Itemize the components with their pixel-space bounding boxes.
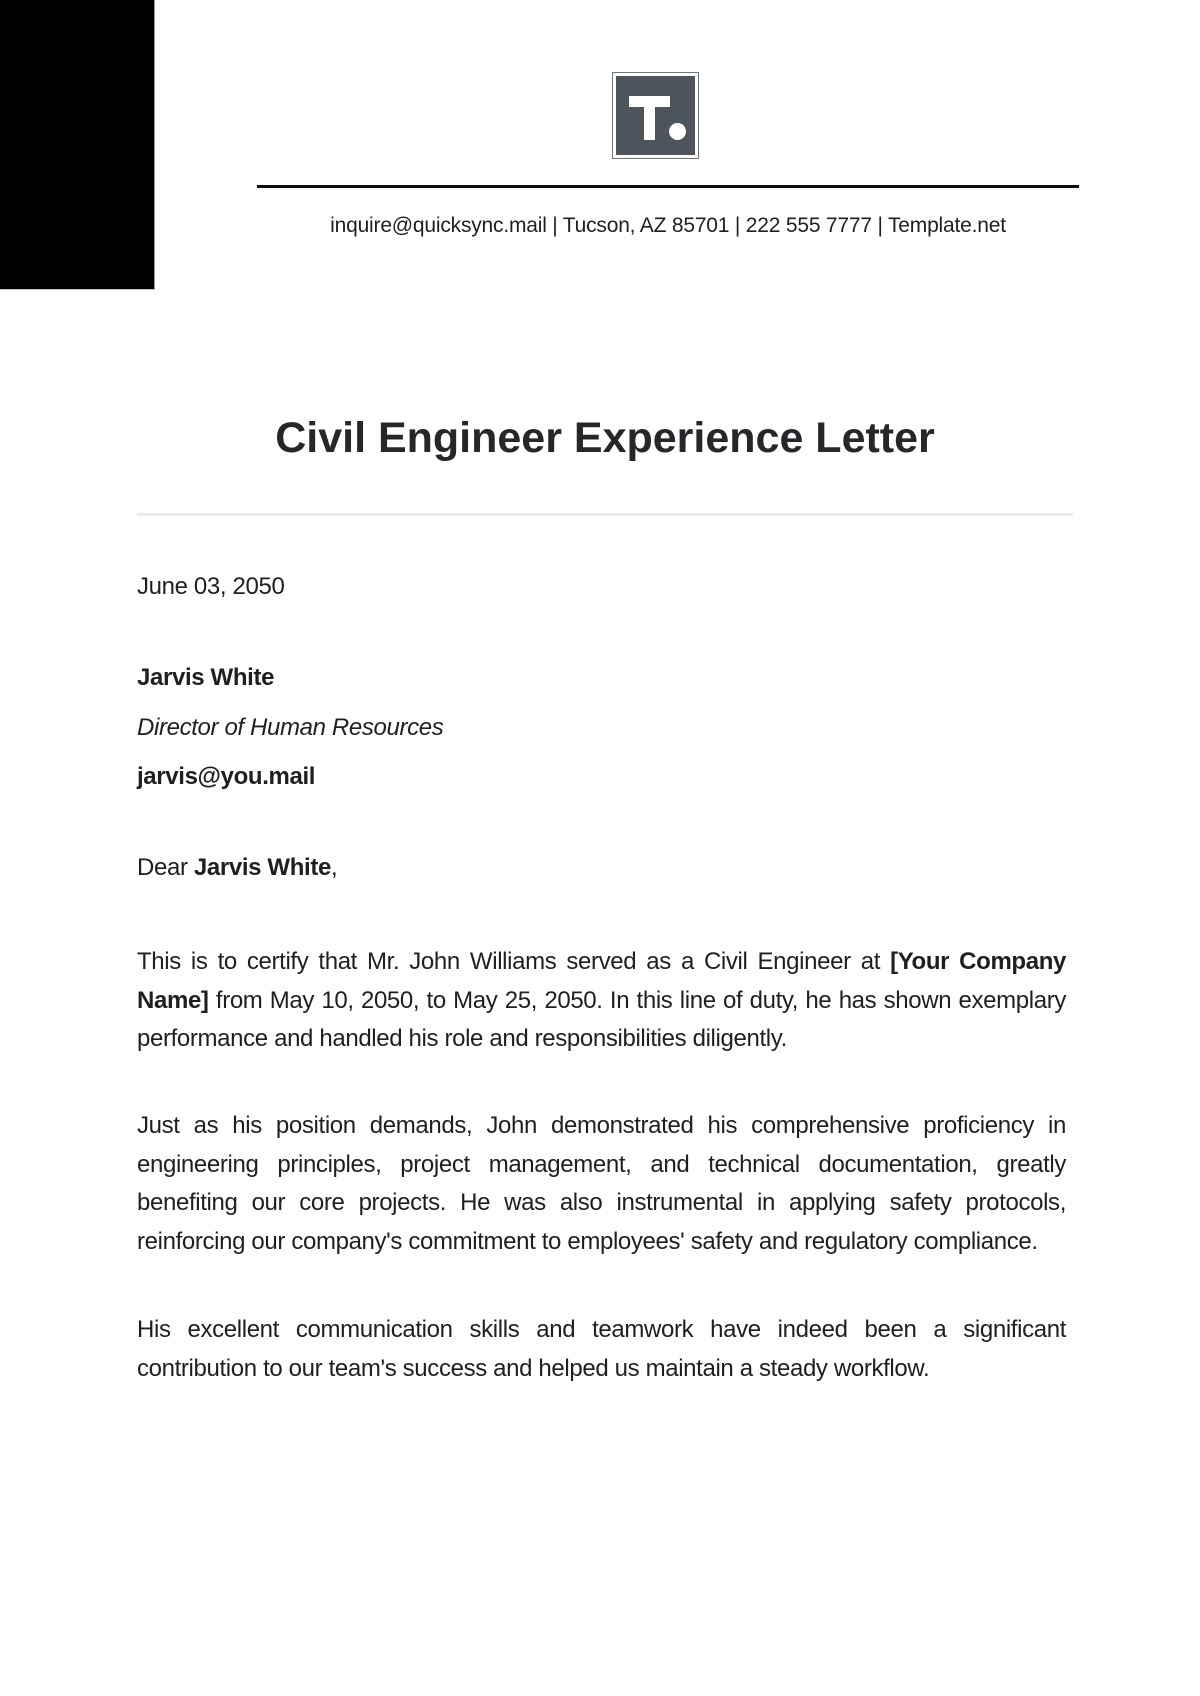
paragraph-line (137, 1020, 1066, 1059)
body-text: contribution to our team's success and helped us maintain a steady workflow. (137, 1354, 930, 1382)
paragraph-line (137, 1107, 1066, 1146)
document-title: Civil Engineer Experience Letter (275, 414, 935, 462)
salutation-suffix: , (330, 854, 338, 881)
paragraph (137, 1311, 1066, 1388)
paragraph-line (137, 1223, 1066, 1262)
recipient-role: Director of Human Resources (137, 714, 444, 741)
paragraph-line (137, 1311, 1066, 1350)
placeholder-bold-text: Name] (137, 986, 209, 1014)
body-text: This is to certify that Mr. John Williams served as a Civil Engineer at (137, 948, 891, 975)
paragraph (137, 943, 1066, 1059)
contact-info-line: inquire@quicksync.mail | Tucson, AZ 85701 | 222 555 7777 | Template.net (330, 214, 1006, 237)
header-rule (257, 185, 1079, 188)
paragraph-line (137, 1184, 1066, 1223)
placeholder-bold-text: [Your Company (890, 948, 1066, 975)
body-text: from May 10, 2050, to May 25, 2050. In this line of duty, he has shown exemplary (208, 986, 1066, 1014)
salutation-name: Jarvis White (193, 854, 331, 881)
paragraph-line (137, 1350, 1066, 1389)
corner-accent-rectangle (0, 0, 155, 290)
letter-date: June 03, 2050 (137, 573, 285, 600)
body-text: reinforcing our company's commitment to employees' safety and regulatory compliance. (137, 1228, 1038, 1256)
paragraph-line (137, 943, 1066, 982)
body-text: His excellent communication skills and teamwork have indeed been a significant (137, 1316, 1066, 1343)
recipient-name: Jarvis White (137, 664, 275, 691)
brand-logo (612, 72, 699, 159)
logo-t-stem-shape (644, 96, 655, 140)
paragraph-line (137, 982, 1066, 1021)
title-divider (137, 513, 1073, 516)
recipient-email: jarvis@you.mail (137, 763, 316, 790)
paragraph (137, 1107, 1066, 1262)
body-text: performance and handled his role and responsibilities diligently. (137, 1025, 787, 1053)
logo-dot-shape (669, 123, 686, 140)
salutation (137, 849, 337, 888)
body-text: Just as his position demands, John demonstrated his comprehensive proficiency in (137, 1112, 1066, 1139)
body-text: benefiting our core projects. He was also instrumental in applying safety protocols, (137, 1189, 1066, 1217)
salutation-prefix: Dear (137, 854, 194, 881)
body-text: engineering principles, project management, and technical documentation, greatly (137, 1150, 1066, 1178)
paragraph-line (137, 1146, 1066, 1185)
logo-t-icon (616, 76, 695, 155)
